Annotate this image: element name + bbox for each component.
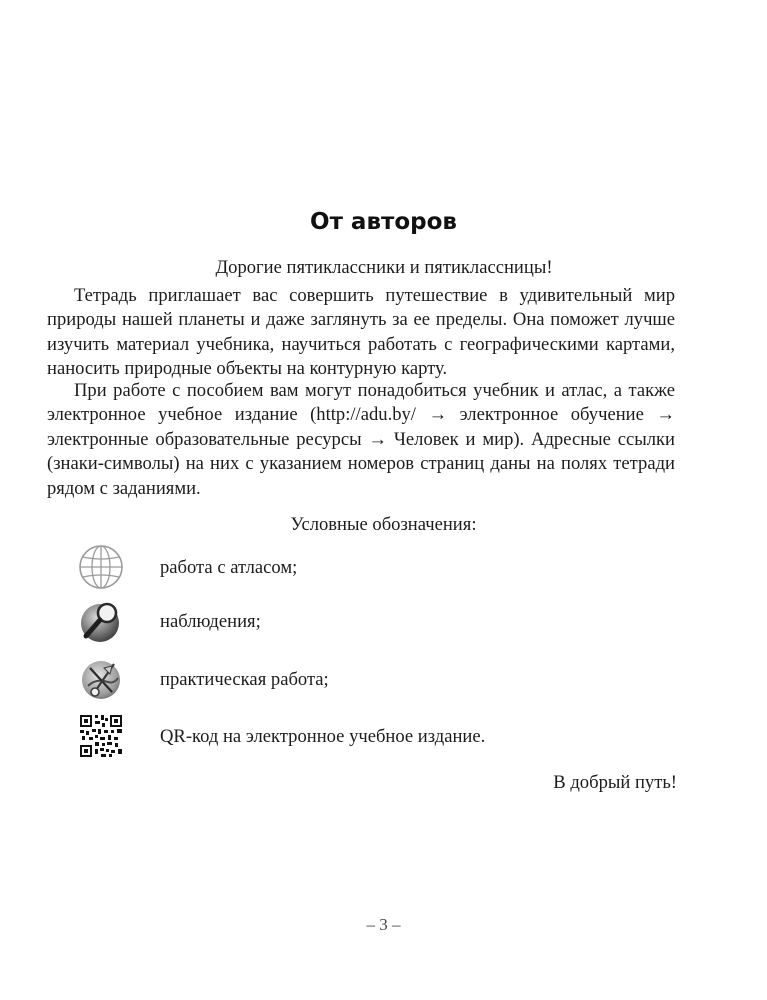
legend-title: Условные обозначения:	[290, 514, 477, 535]
legend-label-qr: QR-код на электронное учебное издание.	[160, 726, 486, 747]
paragraph-resources: При работе с пособием вам могут понадобиться учебник и атлас, а также электронное учебное издание (http://adu.by/ → электронное обучение → электронные образовательные ресурсы → Человек и мир). Адресные ссылки (знаки-символы) на них с указанием номеров страниц даны на полях тетради рядом с заданиями.	[47, 380, 675, 499]
greeting: Дорогие пятиклассники и пятиклассницы!	[215, 257, 553, 278]
legend-label-atlas: работа с атласом;	[160, 557, 298, 578]
legend-label-observation: наблюдения;	[160, 611, 261, 632]
page-title: От авторов	[310, 209, 457, 235]
globe-icon	[78, 544, 124, 590]
closing-wish: В добрый путь!	[553, 772, 677, 793]
qr-code-icon	[78, 713, 124, 759]
legend-item-practical	[78, 656, 678, 706]
magnifier-icon	[78, 598, 124, 644]
legend-item-qr	[78, 713, 678, 763]
legend-label-practical: практическая работа;	[160, 669, 329, 690]
page-number: – 3 –	[366, 915, 401, 934]
legend-item-atlas	[78, 544, 678, 594]
paragraph-intro: Тетрадь приглашает вас совершить путешествие в удивительный мир природы нашей планеты и даже заглянуть за ее пределы. Она поможет лучше изучить материал учебника, научиться работать с географическими картами, наносить природные объекты на контурную карту.	[47, 285, 675, 380]
practical-work-icon	[78, 656, 124, 702]
legend-item-observation	[78, 598, 678, 648]
